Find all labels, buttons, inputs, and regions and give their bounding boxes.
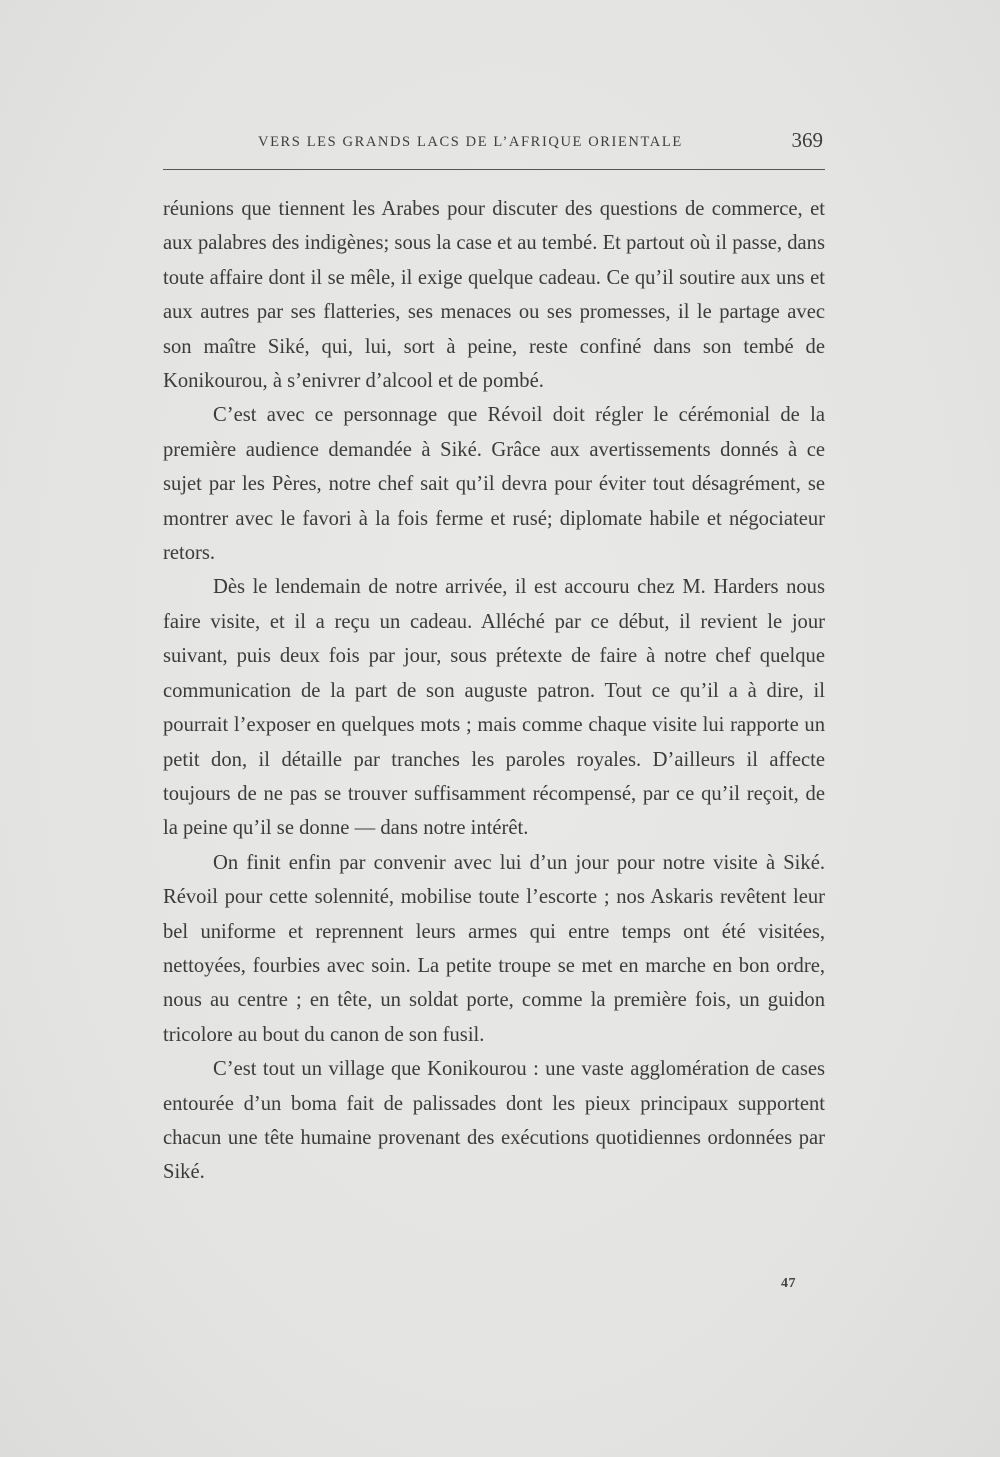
running-title: VERS LES GRANDS LACS DE L’AFRIQUE ORIENTALE [258, 134, 683, 150]
header-rule [163, 169, 825, 170]
signature-mark: 47 [781, 1276, 796, 1291]
running-header [163, 126, 825, 160]
paragraph-2: C’est avec ce personnage que Révoil doit régler le cérémonial de la première audience demandée à Siké. Grâce aux avertissements donnés à ce sujet par les Pères, notre chef sait qu’il devra pour éviter tout désagrément, se montrer avec le favori à la fois ferme et rusé; diplomate habile et négociateur retors. [163, 404, 825, 565]
paragraph-1: réunions que tiennent les Arabes pour discuter des questions de commerce, et aux palabres des indigènes; sous la case et au tembé. Et partout où il passe, dans toute affaire dont il se mêle, il exige quelque cadeau. Ce qu’il soutire aux uns et aux autres par ses flatteries, ses menaces ou ses promesses, il le partage avec son maître Siké, qui, lui, sort à peine, reste confiné dans son tembé de Konikourou, à s’enivrer d’alcool et de pombé. [163, 198, 825, 393]
paragraph-4: On finit enfin par convenir avec lui d’un jour pour notre visite à Siké. Révoil pour cette solennité, mobilise toute l’escorte ; nos Askaris revêtent leur bel uniforme et reprennent leurs armes qui entre temps ont été visitées, nettoyées, fourbies avec soin. La petite troupe se met en marche en bon ordre, nous au centre ; en tête, un soldat porte, comme la première fois, un guidon tricolore au bout du canon de son fusil. [163, 851, 825, 1046]
paragraph-5: C’est tout un village que Konikourou : une vaste agglomération de cases entourée d’un boma fait de palissades dont les pieux principaux supportent chacun une tête humaine provenant des exécutions quotidiennes ordonnées par Siké. [163, 1058, 825, 1184]
paragraph-3: Dès le lendemain de notre arrivée, il est accouru chez M. Harders nous faire visite, et il a reçu un cadeau. Alléché par ce début, il revient le jour suivant, puis deux fois par jour, sous prétexte de faire à notre chef quelque communication de la part de son auguste patron. Tout ce qu’il a à dire, il pourrait l’exposer en quelques mots ; mais comme chaque visite lui rapporte un petit don, il détaille par tranches les paroles royales. D’ailleurs il affecte toujours de ne pas se trouver suffisamment récompensé, par ce qu’il reçoit, de la peine qu’il se donne — dans notre intérêt. [163, 576, 825, 840]
body-text [163, 192, 825, 1190]
page-number: 369 [791, 128, 823, 152]
